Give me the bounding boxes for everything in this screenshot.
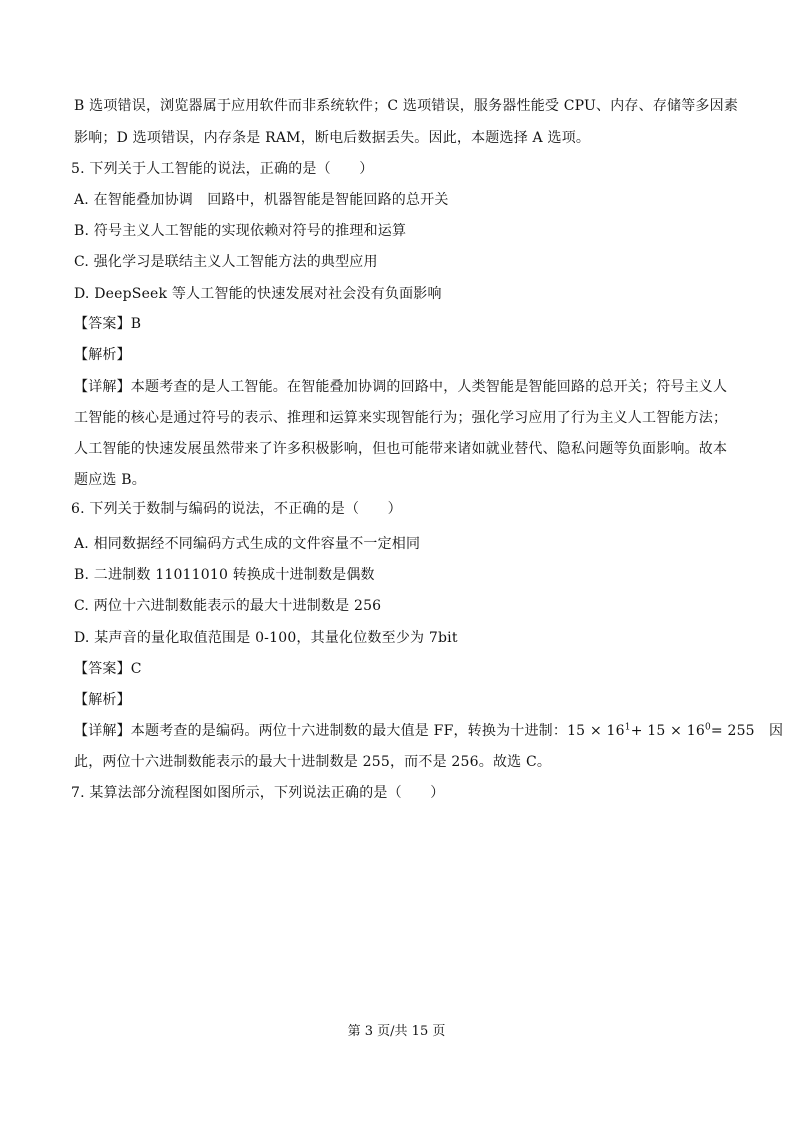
explanation-line-1: B 选项错误，浏览器属于应用软件而非系统软件；C 选项错误，服务器性能受 CPU、内存、存储等多因素 [74, 98, 739, 114]
question-6-option-a: A. 相同数据经不同编码方式生成的文件容量不一定相同 [74, 536, 421, 552]
question-5-option-d: D. DeepSeek 等人工智能的快速发展对社会没有负面影响 [74, 286, 442, 302]
question-6-stem: 6. 下列关于数制与编码的说法，不正确的是（ ） [71, 501, 402, 517]
page-footer: 第 3 页/共 15 页 [347, 1024, 446, 1039]
question-5-stem: 5. 下列关于人工智能的说法，正确的是（ ） [71, 161, 374, 177]
question-6-option-c: C. 两位十六进制数能表示的最大十进制数是 256 [74, 598, 382, 614]
question-5-detail-line-3: 人工智能的快速发展虽然带来了许多积极影响，但也可能带来诸如就业替代、隐私问题等负面影响。故本 [74, 441, 728, 457]
question-6-option-b: B. 二进制数 11011010 转换成十进制数是偶数 [74, 567, 375, 583]
question-6-option-d: D. 某声音的量化取值范围是 0-100，其量化位数至少为 7bit [74, 630, 458, 646]
exponent-one: 1 [624, 722, 631, 733]
detail-mid: + 15 × 16 [630, 723, 705, 739]
question-6-detail-line-1 [74, 722, 783, 740]
exponent-zero: 0 [704, 722, 711, 733]
question-5-option-b: B. 符号主义人工智能的实现依赖对符号的推理和运算 [74, 223, 407, 239]
detail-suffix: = 255 因 [710, 723, 784, 739]
explanation-line-2: 影响；D 选项错误，内存条是 RAM，断电后数据丢失。因此，本题选择 A 选项。 [74, 130, 591, 146]
question-6-analysis-label: 【解析】 [74, 692, 131, 708]
question-6-detail-line-2: 此，两位十六进制数能表示的最大十进制数是 255，而不是 256。故选 C。 [74, 754, 552, 770]
question-7-stem: 7. 某算法部分流程图如图所示，下列说法正确的是（ ） [71, 785, 445, 801]
question-5-option-a: A. 在智能叠加协调 回路中，机器智能是智能回路的总开关 [74, 192, 449, 208]
detail-prefix: 【详解】本题考查的是编码。两位十六进制数的最大值是 FF，转换为十进制：15 × 16 [74, 723, 625, 739]
question-5-detail-line-4: 题应选 B。 [74, 472, 146, 488]
question-5-detail-line-1: 【详解】本题考查的是人工智能。在智能叠加协调的回路中，人类智能是智能回路的总开关；符号主义人 [74, 379, 728, 395]
question-5-analysis-label: 【解析】 [74, 347, 131, 363]
question-5-option-c: C. 强化学习是联结主义人工智能方法的典型应用 [74, 254, 378, 270]
question-5-detail-line-2: 工智能的核心是通过符号的表示、推理和运算来实现智能行为；强化学习应用了行为主义人工智能方法； [74, 410, 728, 426]
question-6-answer: 【答案】C [74, 661, 142, 677]
question-5-answer: 【答案】B [74, 316, 142, 332]
